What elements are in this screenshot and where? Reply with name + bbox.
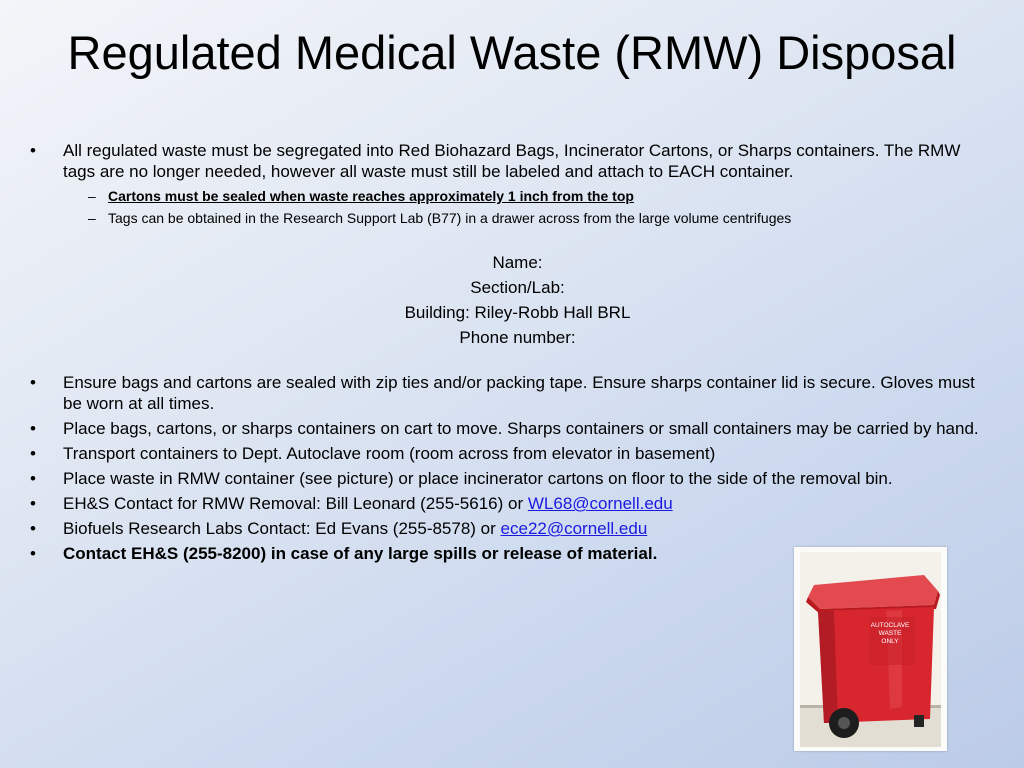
sub-bullet-tags-location — [30, 208, 995, 228]
bin-label-line2: WASTE — [878, 630, 902, 637]
bullet-item-biofuels-contact — [30, 518, 995, 539]
bullet-text: Transport containers to Dept. Autoclave room (room across from elevator in basement) — [63, 444, 716, 463]
bullet-item-place-waste — [30, 468, 995, 489]
bullet-text: Ensure bags and cartons are sealed with zip ties and/or packing tape. Ensure sharps container lid is secure. Gloves must be worn at all times. — [63, 373, 975, 413]
ehs-contact-text: EH&S Contact for RMW Removal: Bill Leonard (255-5616) or — [63, 494, 528, 513]
rmw-container-photo — [794, 547, 947, 751]
tag-line-name: Name: — [492, 253, 543, 272]
biofuels-contact-text: Biofuels Research Labs Contact: Ed Evans (255-8578) or — [63, 519, 501, 538]
dash-icon: – — [88, 188, 96, 204]
bin-label-line1: AUTOCLAVE — [870, 622, 910, 629]
spill-notice-text: Contact EH&S (255-8200) in case of any large spills or release of material. — [63, 544, 658, 563]
slide-title: Regulated Medical Waste (RMW) Disposal — [67, 26, 957, 79]
bullet-icon: • — [30, 419, 36, 438]
bullet-item-cart — [30, 418, 995, 439]
biofuels-email-link[interactable]: ece22@cornell.edu — [500, 519, 648, 538]
bullet-icon: • — [30, 469, 36, 488]
ehs-email-link[interactable]: WL68@cornell.edu — [527, 494, 673, 513]
bullet-icon: • — [30, 519, 36, 538]
bullet-item-transport — [30, 443, 995, 464]
sub-bullet-cartons-sealed — [30, 186, 995, 206]
bullet-icon: • — [30, 373, 36, 392]
slide-content — [30, 140, 995, 568]
bullet-icon: • — [30, 141, 36, 160]
bullet-item-segregation — [30, 140, 995, 182]
bullet-text: Place waste in RMW container (see picture) or place incinerator cartons on floor to the side of the removal bin. — [63, 469, 893, 488]
sub-bullet-text: Tags can be obtained in the Research Support Lab (B77) in a drawer across from the large volume centrifuges — [108, 210, 792, 226]
bullet-text: All regulated waste must be segregated into Red Biohazard Bags, Incinerator Cartons, or Sharps containers. The RMW tags are no longer needed, however all waste must still be labeled and attach to EACH container. — [63, 141, 961, 181]
sub-bullet-text: Cartons must be sealed when waste reaches approximately 1 inch from the top — [108, 188, 634, 204]
bullet-icon: • — [30, 444, 36, 463]
bullet-icon: • — [30, 544, 36, 563]
bullet-text: Place bags, cartons, or sharps containers on cart to move. Sharps containers or small containers may be carried by hand. — [63, 419, 979, 438]
tag-line-phone: Phone number: — [459, 328, 576, 347]
red-waste-bin-image — [794, 547, 947, 751]
dash-icon: – — [88, 210, 96, 226]
bullet-icon: • — [30, 494, 36, 513]
tag-info-block — [30, 250, 995, 350]
bullet-item-seal — [30, 372, 995, 414]
tag-line-section: Section/Lab: — [470, 278, 565, 297]
bullet-item-ehs-contact — [30, 493, 995, 514]
bin-label-line3: ONLY — [881, 638, 899, 645]
tag-line-building: Building: Riley-Robb Hall BRL — [404, 303, 631, 322]
